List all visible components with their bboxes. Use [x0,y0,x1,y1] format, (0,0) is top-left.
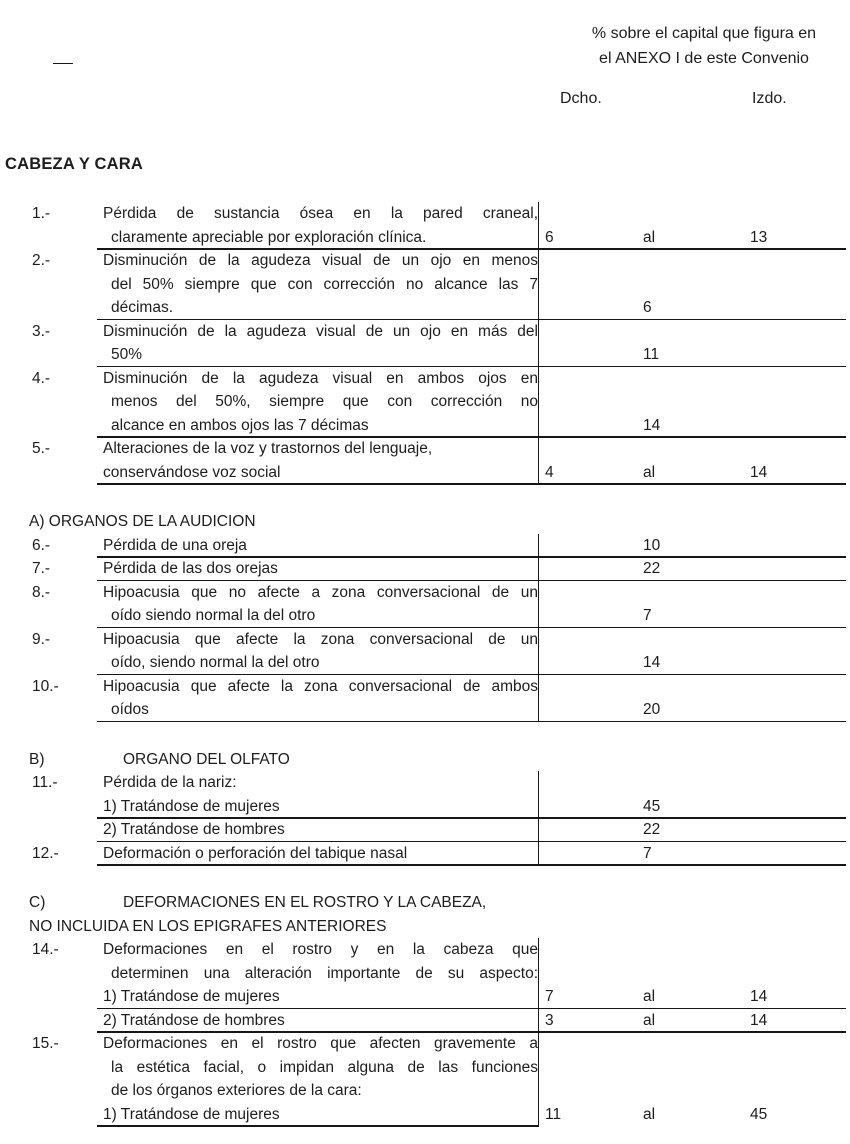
item-text-line: del 50% siempre que con corrección no alcance las 7 [111,275,538,293]
subitem-row [0,985,850,1009]
item-text-line: de los órganos exteriores de la cara: [111,1082,362,1099]
item-text-line: menos del 50%, siempre que con corrección no [111,393,538,410]
table-gap [0,722,850,748]
item-values [538,320,850,367]
item-text-line: 1) Tratándose de mujeres [103,797,280,815]
item-description [97,628,538,675]
row-bottom-rule [97,366,846,368]
item-number: 14.- [32,941,59,958]
section-label: C) [29,894,46,911]
subitem-row [0,1009,850,1033]
item-number: 12.- [32,844,59,862]
column-divider-line [538,534,540,558]
item-values [538,367,850,438]
item-number: 2.- [32,252,51,269]
range-connector: al [643,988,656,1005]
section-heading-row [0,891,850,915]
item-description [97,938,538,985]
item-values [538,581,850,628]
item-text-line: determinen una alteración importante de su aspecto: [111,964,538,982]
item-text-line: oído siendo normal la del otro [111,607,316,624]
value-dcho: 11 [545,1105,562,1123]
item-text-line: conservándose voz social [103,463,281,481]
row-bottom-rule [97,674,846,676]
capital-note [563,22,845,71]
item-values [538,1032,850,1103]
item-values [538,675,850,722]
column-divider-line [538,628,540,675]
column-divider-line [538,1103,540,1127]
item-text-line: oídos [111,701,149,718]
dash-artifact [53,63,73,64]
item-description [97,202,538,249]
item-row [0,628,850,675]
item-values [538,938,850,985]
value-pct: 20 [643,701,661,718]
column-divider-line [538,938,540,985]
row-bottom-rule [97,483,846,485]
column-header-izdo: Izdo. [752,90,787,107]
item-number: 10.- [32,677,59,695]
column-divider-line [538,202,540,249]
item-row [0,938,850,985]
subitem-row [0,818,850,842]
item-text-line: Deformaciones en el rostro que afecten gravemente a [103,1035,538,1052]
value-izdo: 14 [750,463,768,481]
value-pct: 45 [643,797,661,815]
item-description [97,1032,538,1103]
item-row [0,675,850,722]
item-number: 5.- [32,440,51,457]
item-text-line: Deformaciones en el rostro y en la cabeza que [103,941,538,958]
item-text-line: alcance en ambos ojos las 7 décimas [111,416,369,434]
value-izdo: 14 [750,988,768,1005]
item-text-line: décimas. [111,299,174,316]
item-row [0,1032,850,1103]
item-text-line: 2) Tratándose de hombres [103,821,285,838]
item-row [0,249,850,320]
item-number: 7.- [32,560,51,577]
column-divider-line [538,367,540,438]
section-title-cabeza-y-cara: CABEZA Y CARA [5,155,143,173]
item-description [97,795,538,819]
item-description [97,320,538,367]
item-description [97,249,538,320]
item-text-line: Pérdida de una oreja [103,536,247,554]
section-heading-row [0,748,850,772]
item-values [538,628,850,675]
column-divider-line [538,249,540,320]
item-number: 1.- [32,205,51,222]
item-text-line: 50% [111,346,143,363]
row-bottom-rule [97,864,846,866]
row-bottom-rule [97,319,846,321]
row-bottom-rule [97,841,846,843]
item-description [97,1009,538,1033]
column-divider-line [538,675,540,722]
item-values [538,818,850,842]
item-text-line: Pérdida de la nariz: [103,774,237,791]
table-gap [0,865,850,891]
item-row [0,557,850,581]
column-headers [0,90,850,114]
item-text-line: 2) Tratándose de hombres [103,1011,285,1029]
item-values [538,249,850,320]
item-number: 6.- [32,536,51,554]
item-description [97,557,538,581]
value-pct: 22 [643,560,661,577]
item-values [538,202,850,249]
value-pct: 14 [643,416,661,434]
item-row [0,437,850,484]
row-bottom-rule [97,1031,846,1033]
range-connector: al [643,463,656,481]
item-text-line: Alteraciones de la voz y trastornos del lenguaje, [103,440,433,457]
row-bottom-rule [97,436,846,438]
section-label: A) ORGANOS DE LA AUDICION [29,513,256,530]
row-bottom-rule [97,556,846,558]
column-divider-line [538,581,540,628]
range-connector: al [643,1011,656,1029]
value-pct: 22 [643,821,661,838]
item-description [97,818,538,842]
item-text-line: Hipoacusia que afecte la zona conversacional de ambos [103,677,538,695]
item-number: 8.- [32,583,51,601]
item-text-line: Pérdida de las dos orejas [103,560,278,577]
item-values [538,842,850,866]
value-dcho: 7 [545,988,554,1005]
item-text-line: 1) Tratándose de mujeres [103,1105,280,1123]
item-text-line: oído, siendo normal la del otro [111,654,320,671]
item-text-line: 1) Tratándose de mujeres [103,988,280,1005]
item-text-line: Hipoacusia que no afecte a zona conversacional de un [103,583,538,601]
column-divider-line [538,795,540,819]
item-values [538,534,850,558]
column-header-dcho: Dcho. [560,90,602,107]
item-row [0,771,850,795]
column-divider-line [538,320,540,367]
item-values [538,557,850,581]
item-text-line: la estética facial, o impidan alguna de las funciones [111,1058,538,1076]
item-description [97,675,538,722]
item-row [0,842,850,866]
item-description [97,985,538,1009]
value-pct: 6 [643,299,652,316]
item-text-line: claramente apreciable por exploración clínica. [111,228,427,246]
item-row [0,534,850,558]
row-bottom-rule [97,1008,846,1010]
item-description [97,437,538,484]
item-values [538,1009,850,1033]
value-pct: 14 [643,654,661,671]
item-number: 15.- [32,1035,59,1052]
item-row [0,202,850,249]
item-values [538,1103,850,1127]
column-divider-line [538,1032,540,1103]
row-bottom-rule [97,721,846,723]
section-label: B) [29,750,45,768]
column-divider-line [538,818,540,842]
item-values [538,771,850,795]
item-text-line: Disminución de la agudeza visual de un ojo en menos [103,252,538,269]
section-label: NO INCLUIDA EN LOS EPIGRAFES ANTERIORES [29,917,387,935]
item-description [97,842,538,866]
section-heading-text: ORGANO DEL OLFATO [123,750,290,768]
item-number: 11.- [32,774,58,791]
row-bottom-rule [97,580,846,582]
capital-note-line1: % sobre el capital que figura en [591,25,817,42]
items-table [0,202,850,1126]
item-number: 9.- [32,630,51,648]
item-text-line: Deformación o perforación del tabique nasal [103,844,408,862]
item-number: 3.- [32,322,51,340]
item-description [97,771,538,795]
item-description [97,367,538,438]
column-divider-line [538,1009,540,1033]
column-divider-line [538,437,540,484]
item-description [97,534,538,558]
item-row [0,367,850,438]
item-description [97,581,538,628]
section-heading-row [0,510,850,534]
section-heading-text: DEFORMACIONES EN EL ROSTRO Y LA CABEZA, [123,894,487,911]
value-dcho: 4 [545,463,554,481]
row-bottom-rule [97,627,846,629]
item-values [538,437,850,484]
item-description [97,1103,538,1127]
item-values [538,795,850,819]
value-dcho: 3 [545,1011,554,1029]
capital-note-line2: el ANEXO I de este Convenio [599,49,809,67]
value-izdo: 14 [750,1011,768,1029]
row-bottom-rule [97,817,846,819]
range-connector: al [643,1105,656,1123]
value-pct: 7 [643,844,652,862]
table-gap [0,484,850,510]
item-text-line: Pérdida de sustancia ósea en la pared craneal, [103,205,538,222]
item-number: 4.- [32,369,51,387]
column-divider-line [538,985,540,1009]
subitem-row [0,795,850,819]
value-izdo: 45 [750,1105,768,1123]
value-izdo: 13 [750,228,768,246]
value-pct: 7 [643,607,652,624]
row-bottom-rule [97,248,846,250]
row-bottom-rule [97,1125,539,1127]
column-divider-line [538,557,540,581]
range-connector: al [643,228,656,246]
item-text-line: Disminución de la agudeza visual de un ojo en más del [103,322,538,340]
section-heading-row [0,915,850,939]
item-row [0,581,850,628]
item-values [538,985,850,1009]
item-text-line: Disminución de la agudeza visual en ambos ojos en [103,369,538,387]
item-row [0,320,850,367]
value-pct: 10 [643,536,661,554]
column-divider-line [538,842,540,866]
subitem-row [0,1103,850,1127]
value-pct: 11 [643,346,660,363]
item-text-line: Hipoacusia que afecte la zona conversacional de un [103,630,538,648]
column-divider-line [538,771,540,795]
value-dcho: 6 [545,228,554,246]
